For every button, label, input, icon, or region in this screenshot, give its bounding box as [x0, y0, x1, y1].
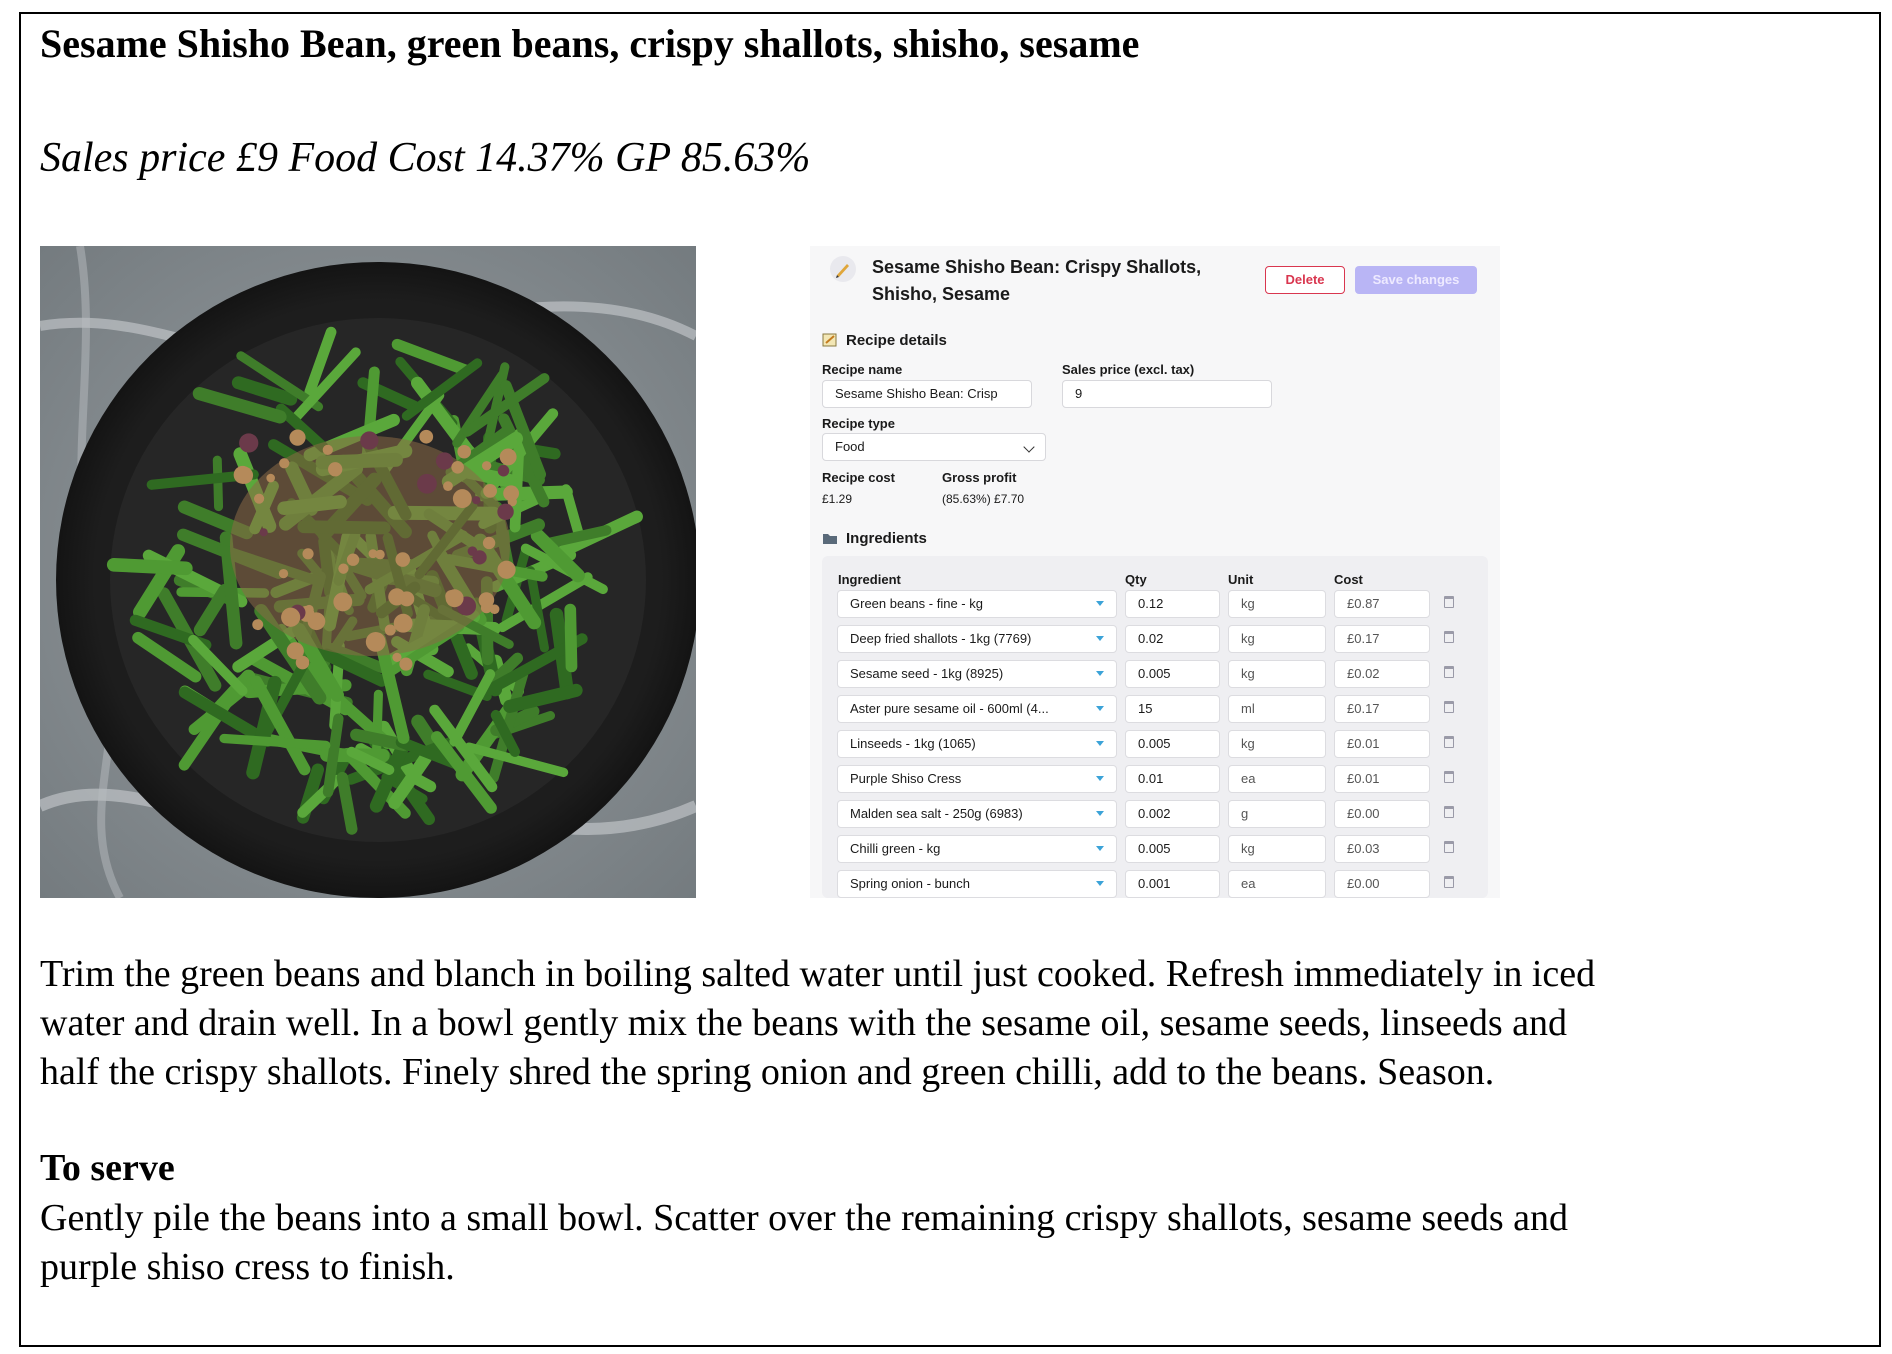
serve-line-1: Gently pile the beans into a small bowl. Scatter over the remaining crispy shallots, sesame seeds and [40, 1197, 1569, 1239]
caret-down-icon [1096, 776, 1104, 781]
ingredient-row [810, 660, 1500, 688]
ingredient-row [810, 800, 1500, 828]
col-cost: Cost [1334, 572, 1363, 587]
caret-down-icon [1096, 811, 1104, 816]
method-line-3: half the crispy shallots. Finely shred the spring onion and green chilli, add to the beans. Season. [40, 1051, 1495, 1093]
recipe-type-select[interactable]: Food [822, 433, 1046, 461]
qty-input[interactable]: 0.02 [1125, 625, 1220, 653]
unit-field: kg [1228, 590, 1326, 618]
ingredient-name: Chilli green - kg [850, 841, 941, 856]
method-line-2: water and drain well. In a bowl gently mix the beans with the sesame oil, sesame seeds, linseeds and [40, 1002, 1567, 1044]
delete-button[interactable]: Delete [1265, 266, 1345, 294]
trash-icon[interactable] [1444, 631, 1454, 643]
ingredient-name: Malden sea salt - 250g (6983) [850, 806, 1023, 821]
ingredient-row [810, 625, 1500, 653]
ingredient-name: Linseeds - 1kg (1065) [850, 736, 976, 751]
cost-field: £0.01 [1334, 765, 1430, 793]
trash-icon[interactable] [1444, 701, 1454, 713]
ingredient-select[interactable] [837, 590, 1117, 618]
recipe-cost-label: Recipe cost [822, 470, 895, 485]
unit-field: ml [1228, 695, 1326, 723]
unit-field: kg [1228, 660, 1326, 688]
chevron-down-icon [1023, 441, 1034, 452]
trash-icon[interactable] [1444, 596, 1454, 608]
unit-field: g [1228, 800, 1326, 828]
ingredient-row [810, 835, 1500, 863]
ingredient-name: Aster pure sesame oil - 600ml (4... [850, 701, 1049, 716]
unit-field: ea [1228, 765, 1326, 793]
qty-input[interactable]: 0.002 [1125, 800, 1220, 828]
caret-down-icon [1096, 671, 1104, 676]
recipe-type-label: Recipe type [822, 416, 895, 431]
gross-profit-label: Gross profit [942, 470, 1017, 485]
memo-icon [822, 333, 838, 347]
qty-input[interactable]: 0.001 [1125, 870, 1220, 898]
col-ingredient: Ingredient [838, 572, 901, 587]
trash-icon[interactable] [1444, 876, 1454, 888]
sales-price-label: Sales price (excl. tax) [1062, 362, 1195, 377]
col-qty: Qty [1125, 572, 1147, 587]
ingredient-row [810, 870, 1500, 898]
cost-field: £0.02 [1334, 660, 1430, 688]
qty-input[interactable]: 15 [1125, 695, 1220, 723]
qty-input[interactable]: 0.12 [1125, 590, 1220, 618]
unit-field: kg [1228, 730, 1326, 758]
ingredient-select[interactable] [837, 730, 1117, 758]
unit-field: kg [1228, 625, 1326, 653]
caret-down-icon [1096, 846, 1104, 851]
unit-field: kg [1228, 835, 1326, 863]
caret-down-icon [1096, 741, 1104, 746]
trash-icon[interactable] [1444, 771, 1454, 783]
recipe-title: Sesame Shisho Bean: Crispy Shallots, Shisho, Sesame [872, 257, 1202, 304]
method-line-1: Trim the green beans and blanch in boiling salted water until just cooked. Refresh immediately in iced [40, 953, 1596, 995]
ingredient-select[interactable] [837, 765, 1117, 793]
cost-field: £0.00 [1334, 800, 1430, 828]
ingredient-name: Green beans - fine - kg [850, 596, 983, 611]
page-title: Sesame Shisho Bean, green beans, crispy shallots, shisho, sesame [40, 21, 1140, 66]
ingredient-select[interactable] [837, 835, 1117, 863]
gross-profit-value: (85.63%) £7.70 [942, 492, 1025, 506]
trash-icon[interactable] [1444, 841, 1454, 853]
col-unit: Unit [1228, 572, 1254, 587]
cost-field: £0.17 [1334, 625, 1430, 653]
recipe-name-input[interactable]: Sesame Shisho Bean: Crisp [822, 380, 1032, 408]
ingredient-select[interactable] [837, 800, 1117, 828]
ingredient-row [810, 695, 1500, 723]
caret-down-icon [1096, 881, 1104, 886]
qty-input[interactable]: 0.005 [1125, 660, 1220, 688]
pencil-icon [830, 256, 856, 282]
ingredient-select[interactable] [837, 625, 1117, 653]
price-summary: Sales price £9 Food Cost 14.37% GP 85.63% [40, 135, 811, 181]
caret-down-icon [1096, 601, 1104, 606]
qty-input[interactable]: 0.005 [1125, 835, 1220, 863]
recipe-name-label: Recipe name [822, 362, 903, 377]
cost-field: £0.00 [1334, 870, 1430, 898]
dish-photo [40, 246, 696, 898]
cost-field: £0.01 [1334, 730, 1430, 758]
ingredient-select[interactable] [837, 660, 1117, 688]
save-changes-button[interactable]: Save changes [1355, 266, 1477, 294]
folder-icon [822, 531, 838, 545]
cost-field: £0.87 [1334, 590, 1430, 618]
serve-line-2: purple shiso cress to finish. [40, 1246, 455, 1288]
ingredient-select[interactable] [837, 870, 1117, 898]
ingredient-name: Deep fried shallots - 1kg (7769) [850, 631, 1032, 646]
ingredient-name: Purple Shiso Cress [850, 771, 962, 786]
ingredients-heading: Ingredients [822, 530, 927, 547]
cost-field: £0.03 [1334, 835, 1430, 863]
trash-icon[interactable] [1444, 806, 1454, 818]
qty-input[interactable]: 0.01 [1125, 765, 1220, 793]
unit-field: ea [1228, 870, 1326, 898]
caret-down-icon [1096, 636, 1104, 641]
serve-heading: To serve [40, 1147, 175, 1189]
ingredient-select[interactable] [837, 695, 1117, 723]
ingredient-name: Sesame seed - 1kg (8925) [850, 666, 1004, 681]
ingredient-row [810, 730, 1500, 758]
recipe-app-screenshot [810, 246, 1500, 898]
sales-price-input[interactable]: 9 [1062, 380, 1272, 408]
ingredient-name: Spring onion - bunch [850, 876, 970, 891]
ingredient-row [810, 765, 1500, 793]
trash-icon[interactable] [1444, 736, 1454, 748]
caret-down-icon [1096, 706, 1104, 711]
trash-icon[interactable] [1444, 666, 1454, 678]
qty-input[interactable]: 0.005 [1125, 730, 1220, 758]
ingredient-row [810, 590, 1500, 618]
recipe-cost-value: £1.29 [822, 492, 853, 506]
cost-field: £0.17 [1334, 695, 1430, 723]
recipe-details-heading: Recipe details [822, 332, 947, 349]
